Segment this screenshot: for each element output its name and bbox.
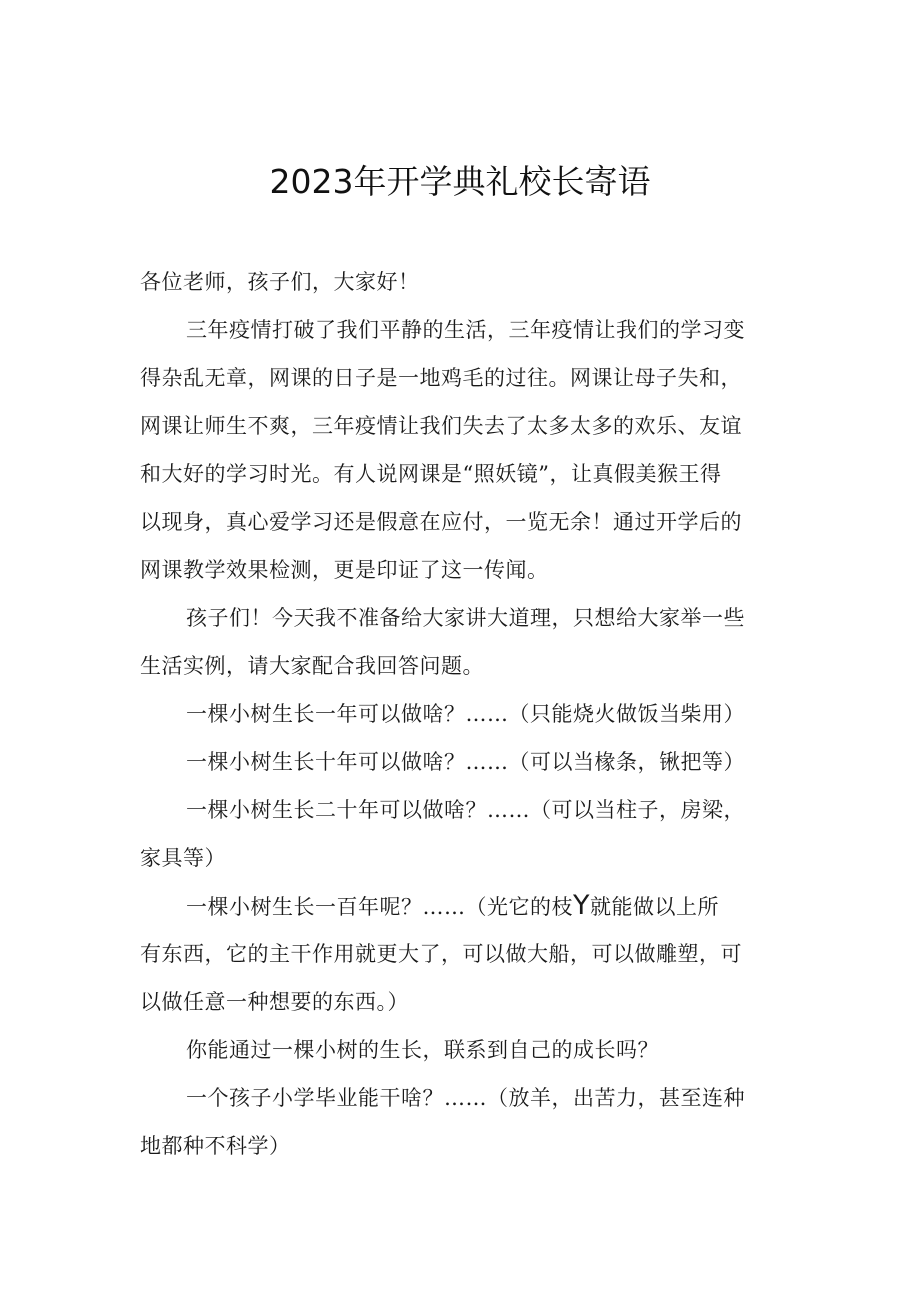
paragraph-line: 一棵小树生长一年可以做啥？……（只能烧火做饭当柴用） <box>186 702 745 726</box>
paragraph-line: 地都种不科学） <box>140 1134 291 1158</box>
paragraph-line: 网课教学效果检测，更是印证了这一传闻。 <box>140 558 549 582</box>
paragraph-line: 一棵小树生长十年可以做啥？……（可以当椽条，锹把等） <box>186 750 745 774</box>
paragraph-line: 网课让师生不爽，三年疫情让我们失去了太多太多的欢乐、友谊 <box>140 414 742 438</box>
paragraph-line: 一个孩子小学毕业能干啥？……（放羊，出苦力，甚至连种 <box>186 1086 745 1110</box>
paragraph-line <box>140 882 790 930</box>
line-segment: 一棵小树生长一百年呢？……（光它的枝 <box>186 895 573 919</box>
document-body <box>140 258 790 1170</box>
paragraph-line: 生活实例，请大家配合我回答问题。 <box>140 654 484 678</box>
paragraph-line: 一棵小树生长二十年可以做啥？……（可以当柱子，房梁， <box>186 798 745 822</box>
paragraph-line: 三年疫情打破了我们平静的生活，三年疫情让我们的学习变 <box>186 318 745 342</box>
paragraph-line: 你能通过一棵小树的生长，联系到自己的成长吗？ <box>186 1038 659 1062</box>
line-segment: 就能做以上所 <box>590 895 719 919</box>
paragraph-line: 家具等） <box>140 846 226 870</box>
paragraph-line: 得杂乱无章，网课的日子是一地鸡毛的过往。网课让母子失和， <box>140 366 742 390</box>
greeting-line: 各位老师，孩子们，大家好！ <box>140 270 420 294</box>
paragraph-line: 以做任意一种想要的东西。） <box>140 990 409 1014</box>
document-title: 2023年开学典礼校长寄语 <box>269 162 651 201</box>
paragraph-line: 有东西，它的主干作用就更大了，可以做大船，可以做雕塑，可 <box>140 942 742 966</box>
stray-glyph: Y <box>573 890 590 921</box>
paragraph-line: 孩子们！今天我不准备给大家讲大道理，只想给大家举一些 <box>186 606 745 630</box>
paragraph-line: 以现身，真心爱学习还是假意在应付，一览无余！通过开学后的 <box>140 510 742 534</box>
paragraph-line: 和大好的学习时光。有人说网课是“照妖镜”，让真假美猴王得 <box>140 462 722 486</box>
